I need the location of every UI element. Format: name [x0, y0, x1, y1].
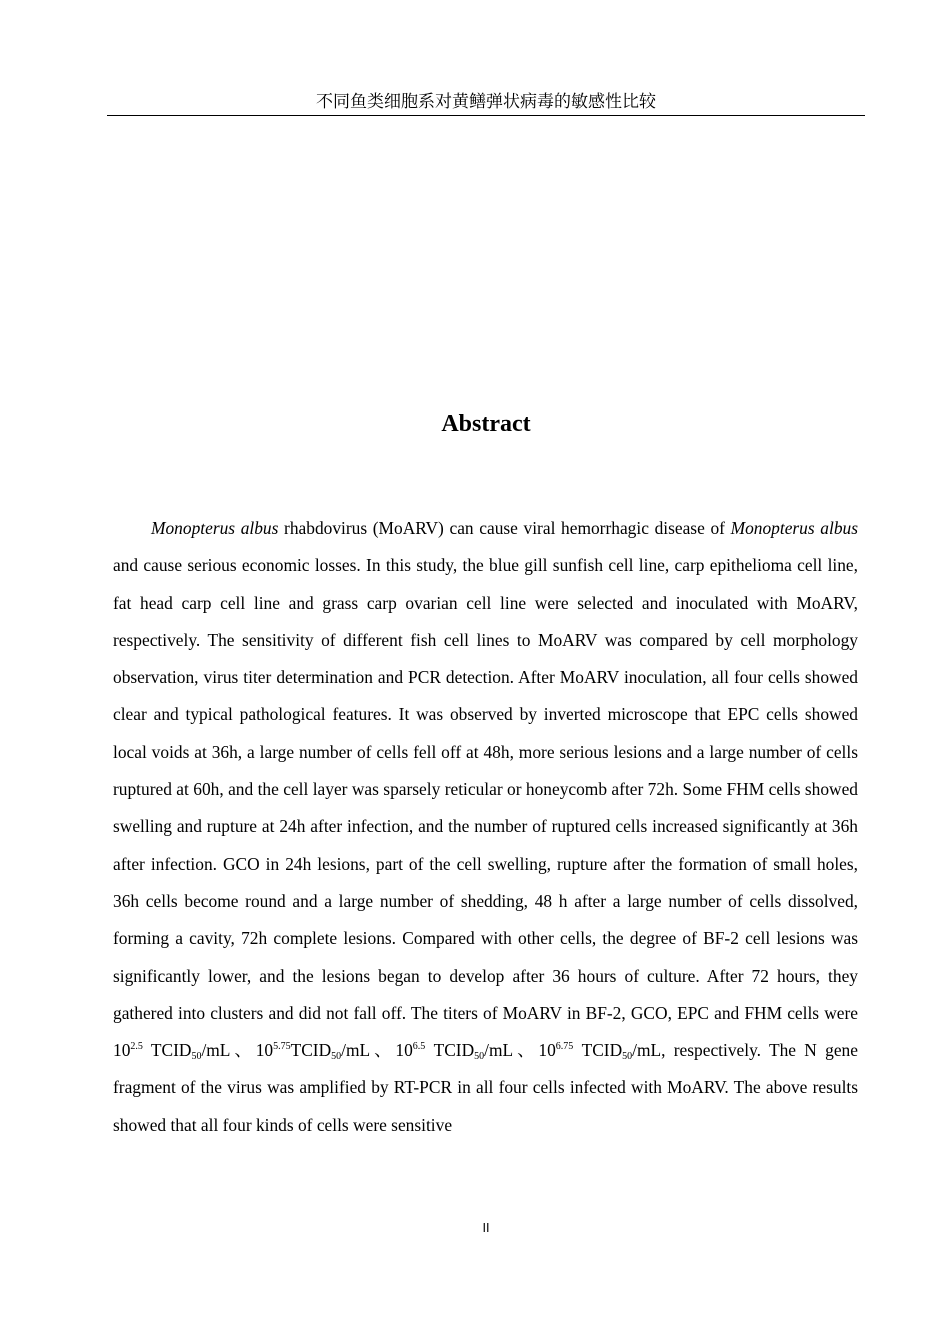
running-header: 不同鱼类细胞系对黄鳝弹状病毒的敏感性比较 — [107, 90, 865, 116]
species-name: Monopterus albus — [730, 518, 858, 538]
titer-value: $10^{6.5}$ $TCID_{50}/mL$、 — [395, 1040, 539, 1063]
abstract-text-segment: and cause serious economic losses. In this study, the blue gill sunfish cell line, carp epithelioma cell line, fat head carp cell line and grass carp ovarian cell line were selected and inoculated with MoARV, respectively. The sensitivity of different fish cell lines to MoARV was compared by cell morphology observation, virus titer determination and PCR detection. After MoARV inoculation, all four cells showed clear and typical pathological features. It was observed by inverted microscope that EPC cells showed local voids at 36h, a large number of cells fell off at 48h, more serious lesions and a large number of cells ruptured at 60h, and the cell layer was sparsely reticular or honeycomb after 72h. Some FHM cells showed swelling and rupture at 24h after infection, and the number of ruptured cells increased significantly at 36h after infection. GCO in 24h lesions, part of the cell swelling, rupture after the formation of small holes, 36h cells become round and a large number of shedding, 48 h after a large number of cells dissolved, forming a cavity, 72h complete lesions. Compared with other cells, the degree of BF-2 cell lesions was significantly lower, and the lesions began to develop after 36 hours of culture. After 72 hours, they gathered into clusters and did not fall off. The titers of MoARV in BF-2, GCO, EPC and FHM cells were — [113, 555, 858, 1023]
titer-value: $10^{6.75}$ $TCID_{50}/mL$ — [538, 1040, 662, 1063]
abstract-title: Abstract — [441, 411, 531, 437]
abstract-text-segment: , respectively. The N gene fragment of the virus was amplified by RT-PCR in all four cells infected with MoARV. The above results showed that all four kinds of cells were sensitive — [113, 1040, 858, 1135]
species-name: Monopterus albus — [151, 518, 279, 538]
page-number: II — [482, 1221, 490, 1235]
titer-value: $10^{5.75}TCID_{50}/mL$、 — [255, 1040, 396, 1063]
abstract-text-segment: rhabdovirus (MoARV) can cause viral hemorrhagic disease of — [278, 518, 731, 538]
abstract-body — [113, 510, 858, 1144]
titer-value: $10^{2.5}$ $TCID_{50}/mL$、 — [113, 1040, 256, 1063]
